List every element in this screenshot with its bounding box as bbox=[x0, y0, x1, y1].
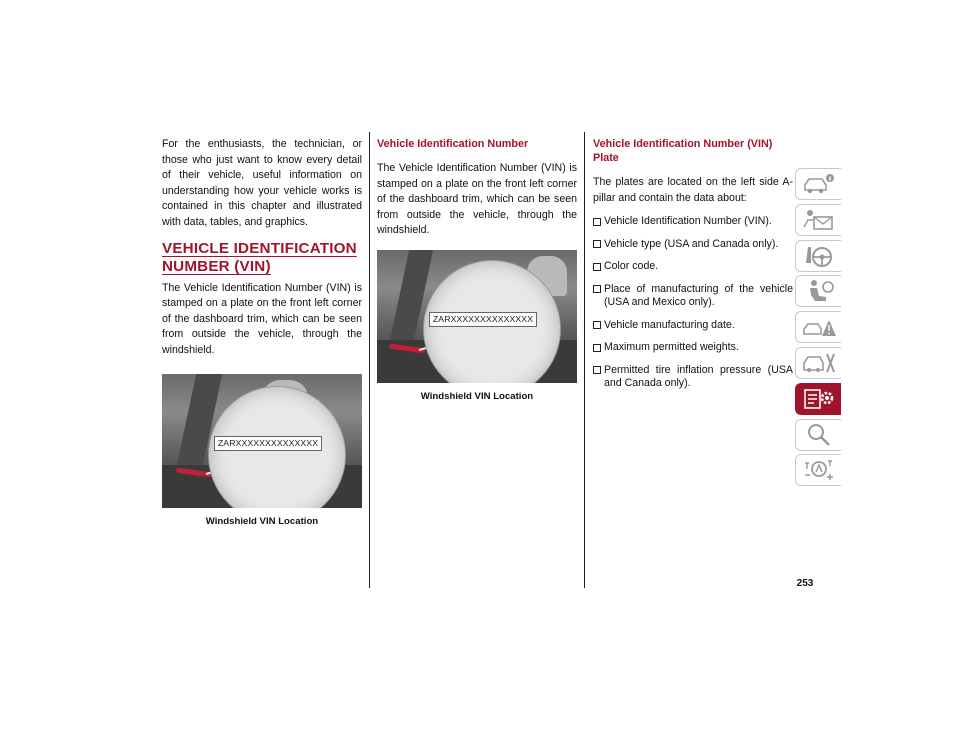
chapter-heading-line1: VEHICLE IDENTIFICATION bbox=[162, 239, 357, 257]
windshield-vin-figure bbox=[377, 250, 577, 383]
list-item-text: Permitted tire inflation pressure (USA and Canada only). bbox=[604, 363, 793, 390]
page-number: 253 bbox=[796, 578, 814, 589]
checkbox-bullet-icon bbox=[593, 366, 601, 374]
list-item-text: Vehicle Identification Number (VIN). bbox=[604, 215, 772, 228]
chapter-tab-starting-operating[interactable] bbox=[795, 240, 841, 272]
chapter-tab-strip bbox=[795, 168, 841, 490]
chapter-heading bbox=[162, 240, 362, 277]
chapter-tab-languages[interactable] bbox=[795, 454, 841, 486]
chapter-tab-servicing-maintenance[interactable] bbox=[795, 347, 841, 379]
list-item bbox=[593, 215, 793, 229]
chapter-heading-line2: NUMBER (VIN) bbox=[162, 258, 271, 276]
vin-description: The Vehicle Identification Number (VIN) is stamped on a plate on the front left corner of the dashboard trim, which can be seen from outside the vehicle, through the windshield. bbox=[377, 162, 577, 237]
checkbox-bullet-icon bbox=[593, 285, 601, 293]
chapter-tab-in-case-of-emergency[interactable] bbox=[795, 311, 841, 343]
column-divider bbox=[584, 132, 585, 588]
column-divider bbox=[369, 132, 370, 588]
specifications-gear-icon bbox=[802, 386, 836, 412]
mail-car-icon bbox=[802, 207, 836, 233]
section-heading: Vehicle Identification Number (VIN) Plate bbox=[593, 138, 773, 164]
car-warning-icon bbox=[802, 314, 836, 340]
list-item-text: Place of manufacturing of the vehicle (USA and Mexico only). bbox=[604, 282, 793, 309]
column-left bbox=[162, 137, 362, 528]
list-item bbox=[593, 319, 793, 333]
chapter-tab-safety[interactable] bbox=[795, 275, 841, 307]
steering-wheel-icon bbox=[802, 243, 836, 269]
chapter-intro: For the enthusiasts, the technician, or those who just want to know every detail of their vehicle, useful information on understanding how your vehicle works is contained in this chapter and illustrated with data, tables, and graphics. bbox=[162, 138, 362, 228]
chapter-tab-instrument-panel[interactable] bbox=[795, 204, 841, 236]
column-right bbox=[593, 137, 793, 400]
list-item bbox=[593, 238, 793, 252]
list-item bbox=[593, 364, 793, 391]
chapter-tab-technical-specifications[interactable] bbox=[795, 383, 841, 415]
plate-data-list bbox=[593, 215, 793, 391]
vin-description: The Vehicle Identification Number (VIN) is stamped on a plate on the front left corner of the dashboard trim, which can be seen from outside the vehicle, through the windshield. bbox=[162, 281, 362, 356]
car-tools-icon bbox=[802, 350, 836, 376]
car-info-icon bbox=[802, 171, 836, 197]
airbag-passenger-icon bbox=[802, 278, 836, 304]
list-item bbox=[593, 260, 793, 274]
vin-plate: ZARXXXXXXXXXXXXXX bbox=[214, 436, 322, 451]
list-item-text: Color code. bbox=[604, 260, 659, 273]
figure-caption: Windshield VIN Location bbox=[205, 515, 319, 527]
magnifier-index-icon bbox=[802, 422, 836, 448]
language-letters-icon bbox=[802, 457, 836, 483]
vin-plate: ZARXXXXXXXXXXXXXX bbox=[429, 312, 537, 327]
column-middle bbox=[377, 137, 577, 403]
plate-intro: The plates are located on the left side A-pillar and contain the data about: bbox=[593, 176, 793, 204]
section-heading: Vehicle Identification Number bbox=[377, 138, 529, 150]
list-item bbox=[593, 341, 793, 355]
list-item bbox=[593, 283, 793, 310]
list-item-text: Maximum permitted weights. bbox=[604, 341, 739, 354]
checkbox-bullet-icon bbox=[593, 263, 601, 271]
list-item-text: Vehicle manufacturing date. bbox=[604, 318, 735, 331]
checkbox-bullet-icon bbox=[593, 344, 601, 352]
checkbox-bullet-icon bbox=[593, 321, 601, 329]
chapter-tab-getting-to-know[interactable] bbox=[795, 168, 841, 200]
checkbox-bullet-icon bbox=[593, 240, 601, 248]
chapter-tab-index[interactable] bbox=[795, 419, 841, 451]
figure-caption: Windshield VIN Location bbox=[420, 390, 534, 402]
checkbox-bullet-icon bbox=[593, 218, 601, 226]
list-item-text: Vehicle type (USA and Canada only). bbox=[604, 237, 779, 250]
windshield-vin-figure bbox=[162, 374, 362, 508]
